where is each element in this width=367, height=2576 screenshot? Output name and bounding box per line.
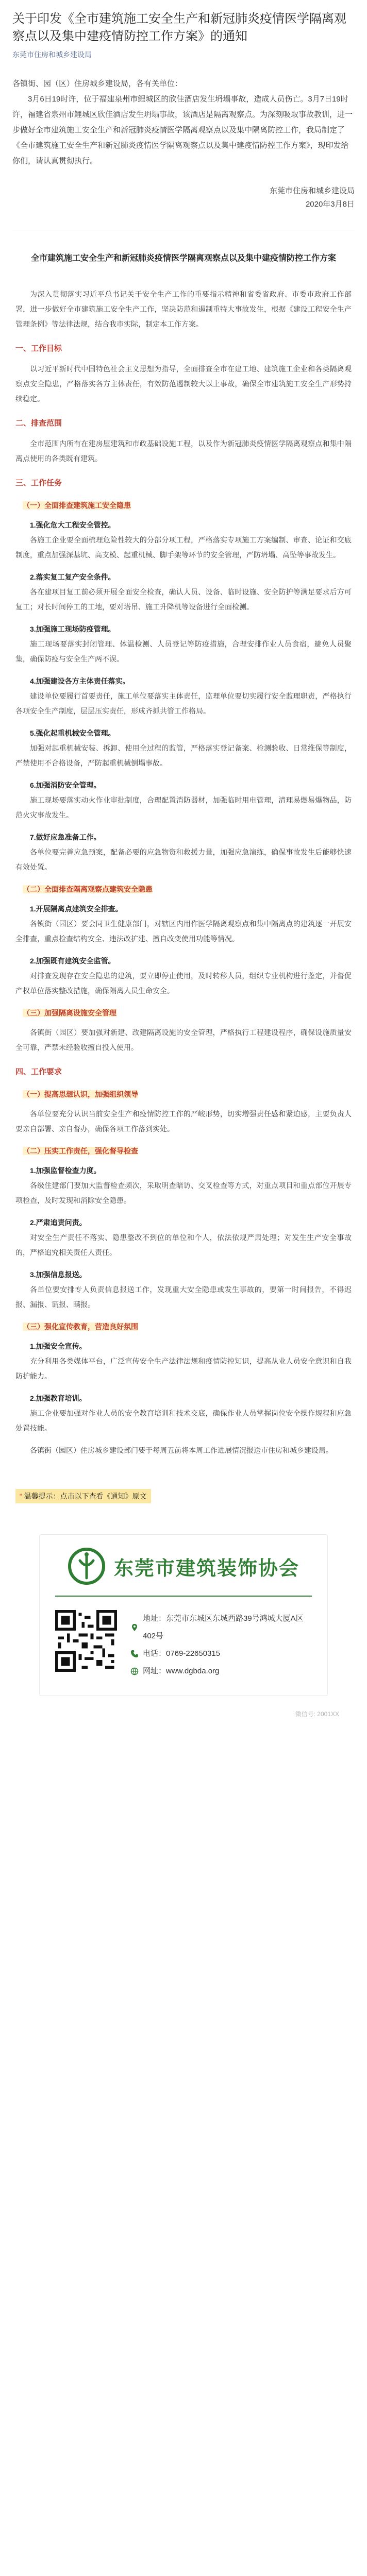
item-heading: 2.加强教育培训。 — [30, 1394, 87, 1402]
item-paragraph: 对安全生产责任不落实、隐患整改不到位的单位和个人，依法依规严肃处理；对发生生产安全事故的，严格追究相关责任人责任。 — [15, 1233, 352, 1257]
quote-mark: “ — [20, 1492, 22, 1500]
document-intro: 为深入贯彻落实习近平总书记关于安全生产工作的重要指示精神和省委省政府、市委市政府工作部署，进一步做好全市建筑施工安全生产工作，坚决防范和遏制重特大事故发生，根据《建设工程安全生产管理条例》等法律法规，结合我市实际，制定本工作方案。 — [15, 290, 352, 328]
globe-icon — [130, 1667, 139, 1675]
subsection-heading-text: （三）强化宣传教育，营造良好氛围 — [23, 1323, 138, 1331]
article-title: 关于印发《全市建筑施工安全生产和新冠肺炎疫情医学隔离观察点以及集中建疫情防控工作方案》的通知 — [12, 12, 346, 43]
item-paragraph: 施工企业要加强对作业人员的安全教育培训和技术交底，确保作业人员掌握岗位安全操作规程和应急处置技能。 — [15, 1409, 352, 1432]
item-paragraph: 施工现场要落实动火作业审批制度，合理配置消防器材，加强临时用电管理，清理易燃易爆物品，防范火灾事故发生。 — [15, 796, 352, 819]
logo-divider — [55, 1596, 312, 1597]
item-paragraph: 各施工企业要全面梳理危险性较大的分部分项工程，严格落实专项施工方案编制、审查、论证和交底制度，重点加强深基坑、高支模、起重机械、脚手架等环节的安全管理，严防坍塌、高坠等事故发生。 — [15, 536, 352, 559]
notice-recipients: 各镇街、园（区）住房城乡建设局，各有关单位： — [12, 79, 183, 88]
item-paragraph: 充分利用各类媒体平台，广泛宣传安全生产法律法规和疫情防控知识，提高从业人员安全意识和自我防护能力。 — [15, 1357, 352, 1380]
item-heading: 4.加强建设各方主体责任落实。 — [30, 677, 130, 685]
item-heading: 7.做好应急准备工作。 — [30, 833, 101, 841]
section-heading: 一、工作目标 — [15, 344, 62, 353]
item-paragraph: 对排查发现存在安全隐患的建筑，要立即停止使用，及时转移人员，组织专业机构进行鉴定，并督促产权单位落实整改措施，确保隔离人员生命安全。 — [15, 972, 352, 995]
association-logo-icon — [68, 1547, 106, 1585]
subsection-heading — [15, 1087, 352, 1101]
item-paragraph: 各在建项目复工前必须开展全面安全检查，确认人员、设备、临时设施、安全防护等满足要求后方可复工；对长时间停工的工地，要对塔吊、施工升降机等设备进行全面检测。 — [15, 588, 352, 611]
location-icon — [130, 1623, 139, 1632]
item-heading: 2.落实复工复产安全条件。 — [30, 573, 115, 581]
contact-list — [130, 1610, 312, 1680]
item-paragraph: 加强对起重机械安装、拆卸、使用全过程的监管，严格落实登记备案、检测验收、日常维保等制度，严禁使用不合格设备，严防起重机械倒塌事故。 — [15, 744, 352, 767]
subsection-heading-text: （二）全面排查隔离观察点建筑安全隐患 — [23, 885, 153, 893]
item-heading: 1.加强安全宣传。 — [30, 1342, 87, 1350]
association-logo — [55, 1547, 312, 1585]
signature-org: 东莞市住房和城乡建设局 — [269, 187, 355, 195]
subsection-heading — [15, 1144, 352, 1158]
item-paragraph: 各单位要安排专人负责信息报送工作，发现重大安全隐患或发生事故的，要第一时间报告，不得迟报、漏报、谎报、瞒报。 — [15, 1285, 352, 1309]
subsection-heading — [15, 882, 352, 896]
item-heading: 1.加强监督检查力度。 — [30, 1166, 101, 1175]
subsection-heading-text: （一）全面排查建筑施工安全隐患 — [23, 501, 131, 510]
contact-phone-text: 电话：0769-22650315 — [143, 1649, 221, 1658]
signature-block — [12, 184, 355, 211]
item-paragraph: 各镇街（园区）要加强对新建、改建隔离设施的安全管理，严格执行工程建设程序，确保设施质量安全可靠，严禁未经验收擅自投入使用。 — [15, 1028, 352, 1052]
item-paragraph: 施工现场要落实封闭管理、体温检测、人员登记等防疫措施，合理安排作业人员食宿，避免人员聚集，确保防疫与安全生产两不误。 — [15, 640, 352, 663]
contact-website-text: 网址：www.dgbda.org — [143, 1667, 220, 1675]
subsection-heading-text: （三）加强隔离设施安全管理 — [23, 1009, 116, 1017]
item-heading: 6.加强消防安全管理。 — [30, 781, 101, 789]
item-heading: 1.强化危大工程安全管控。 — [30, 521, 115, 529]
association-card — [39, 1534, 328, 1696]
item-heading: 5.强化起重机械安全管理。 — [30, 729, 115, 737]
phone-icon — [130, 1650, 139, 1658]
association-name: 东莞市建筑装饰协会 — [113, 1557, 299, 1580]
source-link[interactable]: 东莞市住房和城乡建设局 — [12, 50, 92, 59]
section-paragraph: 以习近平新时代中国特色社会主义思想为指导，全面排查全市在建工地、建筑施工企业和各类隔离观察点安全隐患，严格落实各方主体责任，有效防范遏制较大以上事故，确保全市建筑施工安全生产形势持续稳定。 — [15, 365, 352, 403]
item-paragraph: 各单位要完善应急预案，配备必要的应急物资和救援力量，加强应急演练，确保事故发生后能够快速有效处置。 — [15, 848, 352, 871]
item-heading: 3.加强施工现场防疫管理。 — [30, 625, 115, 633]
subsection-heading — [15, 1319, 352, 1334]
section-heading: 四、工作要求 — [15, 1067, 62, 1076]
item-heading: 1.开展隔离点建筑安全排查。 — [30, 905, 123, 913]
subsection-heading-text: （一）提高思想认识，加强组织领导 — [23, 1090, 138, 1098]
subsection-heading — [15, 1006, 352, 1020]
closing-paragraph: 各镇街（园区）住房城乡建设部门要于每周五前将本周工作进展情况报送市住房和城乡建设局。 — [30, 1446, 333, 1454]
qr-code-icon — [55, 1610, 117, 1672]
section-paragraph: 全市范围内所有在建房屋建筑和市政基础设施工程，以及作为新冠肺炎疫情医学隔离观察点和集中隔离点使用的各类既有建筑。 — [15, 439, 352, 463]
item-paragraph: 建设单位要履行首要责任，施工单位要落实主体责任，监理单位要切实履行安全监理职责，严格执行各项安全生产制度，层层压实责任，形成齐抓共管工作格局。 — [15, 692, 352, 715]
subsection-heading-text: （二）压实工作责任，强化督导检查 — [23, 1147, 138, 1155]
read-original-prompt[interactable] — [15, 1489, 151, 1503]
contact-row — [55, 1610, 312, 1680]
item-heading: 3.加强信息报送。 — [30, 1270, 87, 1279]
item-paragraph: 各单位要充分认识当前安全生产和疫情防控工作的严峻形势，切实增强责任感和紧迫感，主要负责人要亲自部署、亲自督办，确保各项工作落到实处。 — [15, 1110, 352, 1133]
item-heading: 2.严肃追责问责。 — [30, 1218, 87, 1227]
contact-address — [130, 1610, 312, 1645]
signature-date: 2020年3月8日 — [305, 200, 355, 209]
contact-address-text: 地址：东莞市东城区东城西路39号鸿城大厦A区402号 — [143, 1614, 304, 1640]
bottom-credit: 微信号: 2001XX — [295, 1710, 339, 1718]
read-original-text: 温馨提示：点击以下查看《通知》原文 — [24, 1492, 147, 1500]
item-paragraph: 各镇街（园区）要会同卫生健康部门，对辖区内用作医学隔离观察点和集中隔离点的建筑逐一开展安全排查，重点检查结构安全、违法改扩建、擅自改变使用功能等情况。 — [15, 920, 352, 943]
contact-phone — [130, 1645, 312, 1663]
subsection-heading — [15, 498, 352, 513]
document-title: 全市建筑施工安全生产和新冠肺炎疫情医学隔离观察点以及集中建疫情防控工作方案 — [30, 254, 336, 263]
section-heading: 二、排查范围 — [15, 419, 62, 428]
item-paragraph: 各级住建部门要加大监督检查频次，采取明查暗访、交叉检查等方式，对重点项目和重点部位开展专项检查，及时发现和消除安全隐患。 — [15, 1181, 352, 1205]
document-body — [12, 251, 355, 1503]
item-heading: 2.加强既有建筑安全监管。 — [30, 957, 115, 965]
contact-website[interactable] — [130, 1663, 312, 1680]
notice-paragraph: 3月6日19时许，位于福建泉州市鲤城区的欣佳酒店发生坍塌事故，造成人员伤亡。3月7日19时许，福建省泉州市鲤城区欣佳酒店发生坍塌事故，该酒店是隔离观察点。为深刻吸取事故教训，进一步做好全市建筑施工安全生产和新冠肺炎疫情医学隔离观察点以及集中隔离防控工作，我局制定了《全市建筑施工安全生产和新冠肺炎疫情医学隔离观察点以及集中建疫情防控工作方案》，现印发给你们，请认真贯彻执行。 — [12, 95, 353, 165]
section-heading: 三、工作任务 — [15, 479, 62, 487]
